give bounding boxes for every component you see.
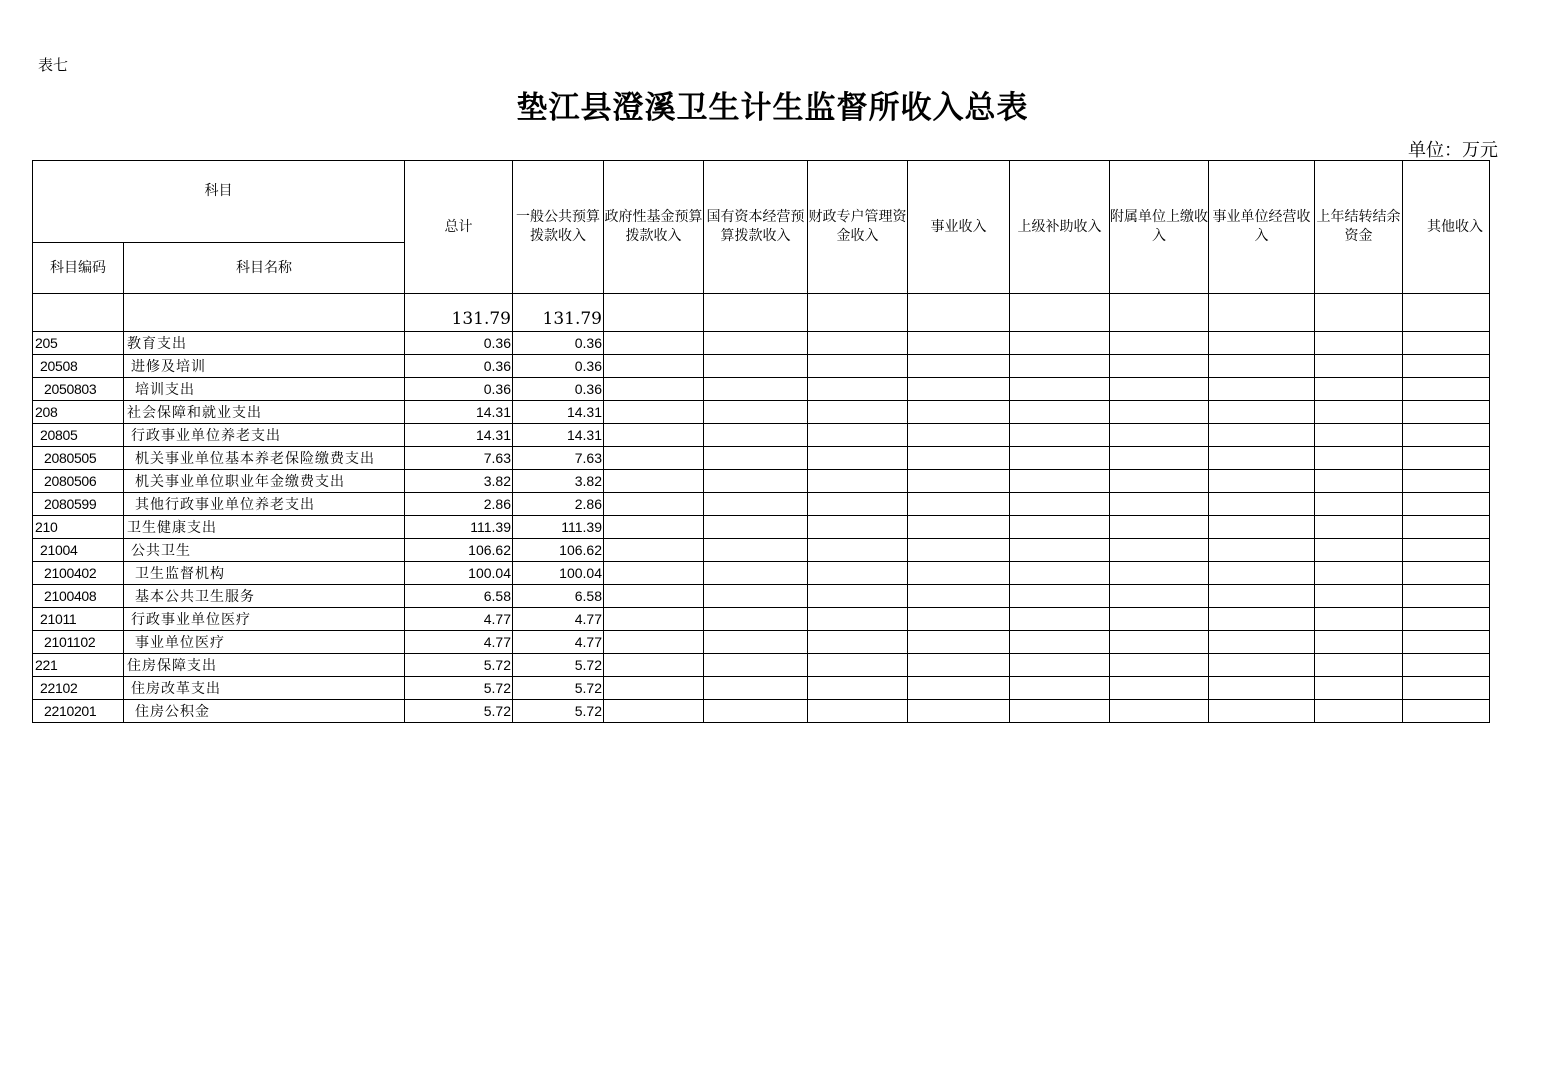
empty-cell [1403,332,1490,355]
empty-cell [1209,424,1315,447]
empty-cell [1110,700,1209,723]
empty-cell [1010,470,1110,493]
empty-cell [1403,654,1490,677]
empty-cell [808,677,908,700]
general-budget-cell: 7.63 [513,447,604,470]
empty-cell [1209,447,1315,470]
total-cell: 14.31 [405,401,513,424]
empty-cell [1209,516,1315,539]
empty-cell [1010,700,1110,723]
total-cell: 111.39 [405,516,513,539]
empty-cell [1315,654,1403,677]
total-cell: 5.72 [405,654,513,677]
empty-cell [1010,539,1110,562]
empty-cell [908,654,1010,677]
empty-cell [1010,654,1110,677]
table-row [33,539,1490,562]
subject-code-cell: 22102 [33,677,124,700]
empty-cell [704,355,808,378]
general-budget-cell: 2.86 [513,493,604,516]
subject-name-cell: 行政事业单位养老支出 [124,424,405,447]
empty-cell [1110,401,1209,424]
subject-code-cell: 21004 [33,539,124,562]
subject-name-cell: 其他行政事业单位养老支出 [124,493,405,516]
subject-name-cell: 卫生健康支出 [124,516,405,539]
header-carryover: 上年结转结余资金 [1315,161,1403,294]
empty-cell [1010,608,1110,631]
general-budget-cell: 6.58 [513,585,604,608]
empty-cell [1209,562,1315,585]
empty-cell [1403,585,1490,608]
header-subject: 科目 [33,161,405,243]
empty-cell [1209,294,1315,332]
subject-name-cell: 事业单位医疗 [124,631,405,654]
empty-cell [1403,562,1490,585]
empty-cell [1315,562,1403,585]
empty-cell [1209,585,1315,608]
empty-cell [1010,585,1110,608]
table-row [33,332,1490,355]
empty-cell [1315,470,1403,493]
general-budget-cell: 0.36 [513,355,604,378]
empty-cell [908,631,1010,654]
total-cell: 0.36 [405,355,513,378]
empty-cell [704,294,808,332]
empty-cell [1010,355,1110,378]
subject-code-cell: 21011 [33,608,124,631]
empty-cell [604,493,704,516]
empty-cell [1010,631,1110,654]
empty-cell [1209,677,1315,700]
empty-cell [1209,470,1315,493]
empty-cell [808,631,908,654]
header-gov-fund: 政府性基金预算拨款收入 [604,161,704,294]
empty-cell [704,470,808,493]
empty-cell [1010,447,1110,470]
empty-cell [1110,608,1209,631]
empty-cell [808,700,908,723]
document-title: 垫江县澄溪卫生计生监督所收入总表 [516,90,1029,126]
empty-cell [1209,355,1315,378]
total-name-cell [124,294,405,332]
empty-cell [604,654,704,677]
total-cell: 0.36 [405,332,513,355]
empty-cell [1010,332,1110,355]
empty-cell [808,562,908,585]
empty-cell [908,470,1010,493]
empty-cell [1315,355,1403,378]
header-business-income: 事业收入 [908,161,1010,294]
income-summary-table [32,160,1490,723]
empty-cell [1315,700,1403,723]
subject-name-cell: 住房改革支出 [124,677,405,700]
empty-cell [808,470,908,493]
empty-cell [1110,654,1209,677]
empty-cell [1403,378,1490,401]
total-cell: 4.77 [405,631,513,654]
empty-cell [808,424,908,447]
total-cell: 2.86 [405,493,513,516]
empty-cell [1403,355,1490,378]
empty-cell [604,516,704,539]
subject-name-cell: 机关事业单位职业年金缴费支出 [124,470,405,493]
general-budget-cell: 0.36 [513,378,604,401]
empty-cell [604,539,704,562]
subject-code-cell: 2080599 [33,493,124,516]
subject-code-cell: 2080506 [33,470,124,493]
empty-cell [704,401,808,424]
empty-cell [1209,700,1315,723]
empty-cell [704,424,808,447]
empty-cell [604,447,704,470]
empty-cell [704,493,808,516]
empty-cell [1315,516,1403,539]
general-budget-cell: 100.04 [513,562,604,585]
empty-cell [1315,332,1403,355]
empty-cell [908,539,1010,562]
empty-cell [604,585,704,608]
empty-cell [1010,401,1110,424]
empty-cell [604,355,704,378]
header-row-1 [33,161,1490,243]
general-budget-cell: 106.62 [513,539,604,562]
general-budget-cell: 111.39 [513,516,604,539]
table-row [33,631,1490,654]
general-budget-cell: 5.72 [513,677,604,700]
header-subordinate-payment: 附属单位上缴收入 [1110,161,1209,294]
empty-cell [704,677,808,700]
empty-cell [1315,447,1403,470]
empty-cell [1403,608,1490,631]
subject-code-cell: 20805 [33,424,124,447]
empty-cell [1209,654,1315,677]
empty-cell [908,677,1010,700]
empty-cell [1010,424,1110,447]
empty-cell [704,539,808,562]
empty-cell [1403,677,1490,700]
total-cell: 6.58 [405,585,513,608]
total-cell: 5.72 [405,677,513,700]
empty-cell [1209,401,1315,424]
unit-label-container [1300,136,1498,162]
empty-cell [808,585,908,608]
total-cell: 4.77 [405,608,513,631]
empty-cell [1110,562,1209,585]
empty-cell [1209,332,1315,355]
subject-name-cell: 机关事业单位基本养老保险缴费支出 [124,447,405,470]
table-row [33,516,1490,539]
empty-cell [908,493,1010,516]
subject-code-cell: 2100408 [33,585,124,608]
empty-cell [908,447,1010,470]
empty-cell [1010,378,1110,401]
subject-name-cell: 公共卫生 [124,539,405,562]
empty-cell [908,516,1010,539]
empty-cell [704,608,808,631]
empty-cell [1315,539,1403,562]
empty-cell [1403,516,1490,539]
general-budget-cell: 5.72 [513,700,604,723]
total-cell: 106.62 [405,539,513,562]
empty-cell [908,332,1010,355]
general-budget-cell: 14.31 [513,401,604,424]
header-total: 总计 [405,161,513,294]
empty-cell [808,355,908,378]
total-row-general-budget: 131.79 [513,294,604,332]
subject-name-cell: 行政事业单位医疗 [124,608,405,631]
empty-cell [908,424,1010,447]
empty-cell [1010,294,1110,332]
empty-cell [604,562,704,585]
empty-cell [1110,493,1209,516]
total-cell: 7.63 [405,447,513,470]
empty-cell [1315,378,1403,401]
empty-cell [704,700,808,723]
empty-cell [808,447,908,470]
empty-cell [1110,677,1209,700]
empty-cell [604,631,704,654]
subject-code-cell: 2101102 [33,631,124,654]
empty-cell [604,401,704,424]
empty-cell [1315,424,1403,447]
subject-code-cell: 2050803 [33,378,124,401]
empty-cell [1403,470,1490,493]
empty-cell [1209,631,1315,654]
table-row [33,447,1490,470]
empty-cell [1110,516,1209,539]
empty-cell [1010,516,1110,539]
empty-cell [908,608,1010,631]
total-cell: 0.36 [405,378,513,401]
table-row [33,355,1490,378]
empty-cell [1010,677,1110,700]
empty-cell [1110,378,1209,401]
empty-cell [1209,493,1315,516]
empty-cell [1403,493,1490,516]
table-row [33,424,1490,447]
subject-name-cell: 卫生监督机构 [124,562,405,585]
subject-code-cell: 2080505 [33,447,124,470]
empty-cell [1315,677,1403,700]
subject-name-cell: 社会保障和就业支出 [124,401,405,424]
header-general-budget: 一般公共预算拨款收入 [513,161,604,294]
empty-cell [604,378,704,401]
empty-cell [808,332,908,355]
general-budget-cell: 0.36 [513,332,604,355]
empty-cell [908,378,1010,401]
empty-cell [704,631,808,654]
subject-code-cell: 2100402 [33,562,124,585]
table-row [33,378,1490,401]
subject-name-cell: 培训支出 [124,378,405,401]
empty-cell [704,332,808,355]
empty-cell [908,585,1010,608]
empty-cell [1110,294,1209,332]
empty-cell [1315,294,1403,332]
table-row [33,470,1490,493]
empty-cell [1110,585,1209,608]
empty-cell [1209,539,1315,562]
empty-cell [1403,700,1490,723]
subject-code-cell: 2210201 [33,700,124,723]
subject-code-cell: 221 [33,654,124,677]
total-code-cell [33,294,124,332]
header-special-account: 财政专户管理资金收入 [808,161,908,294]
empty-cell [808,654,908,677]
header-subject-name: 科目名称 [124,243,405,294]
subject-name-cell: 住房公积金 [124,700,405,723]
empty-cell [1110,539,1209,562]
subject-code-cell: 205 [33,332,124,355]
general-budget-cell: 4.77 [513,631,604,654]
empty-cell [908,355,1010,378]
empty-cell [1315,631,1403,654]
empty-cell [604,677,704,700]
total-cell: 14.31 [405,424,513,447]
subject-name-cell: 基本公共卫生服务 [124,585,405,608]
total-cell: 100.04 [405,562,513,585]
table-row [33,493,1490,516]
total-cell: 5.72 [405,700,513,723]
header-other-income: 其他收入 [1403,161,1490,294]
empty-cell [604,700,704,723]
empty-cell [1403,631,1490,654]
header-subject-code: 科目编码 [33,243,124,294]
general-budget-cell: 5.72 [513,654,604,677]
empty-cell [1209,608,1315,631]
subject-code-cell: 210 [33,516,124,539]
empty-cell [1110,447,1209,470]
total-row-total: 131.79 [405,294,513,332]
empty-cell [808,378,908,401]
header-state-capital: 国有资本经营预算拨款收入 [704,161,808,294]
total-cell: 3.82 [405,470,513,493]
table-row [33,654,1490,677]
empty-cell [704,654,808,677]
empty-cell [1110,355,1209,378]
general-budget-cell: 4.77 [513,608,604,631]
unit-label: 单位：万元 [1408,140,1498,161]
empty-cell [1315,608,1403,631]
subject-name-cell: 进修及培训 [124,355,405,378]
empty-cell [604,332,704,355]
empty-cell [808,493,908,516]
table-row [33,562,1490,585]
empty-cell [704,447,808,470]
empty-cell [704,516,808,539]
empty-cell [1110,424,1209,447]
empty-cell [808,401,908,424]
empty-cell [1315,493,1403,516]
empty-cell [808,608,908,631]
empty-cell [1110,470,1209,493]
general-budget-cell: 3.82 [513,470,604,493]
empty-cell [604,608,704,631]
header-superior-subsidy: 上级补助收入 [1010,161,1110,294]
empty-cell [908,562,1010,585]
empty-cell [1403,294,1490,332]
empty-cell [1403,539,1490,562]
empty-cell [1315,585,1403,608]
empty-cell [704,378,808,401]
empty-cell [704,585,808,608]
empty-cell [808,539,908,562]
table-row [33,585,1490,608]
empty-cell [604,424,704,447]
table-number: 表七 [38,56,69,74]
table-row [33,677,1490,700]
empty-cell [908,294,1010,332]
empty-cell [1403,447,1490,470]
income-table-container [32,160,1488,723]
empty-cell [704,562,808,585]
subject-name-cell: 教育支出 [124,332,405,355]
empty-cell [1315,401,1403,424]
header-operating-income: 事业单位经营收入 [1209,161,1315,294]
empty-cell [1209,378,1315,401]
empty-cell [808,516,908,539]
subject-code-cell: 20508 [33,355,124,378]
subject-name-cell: 住房保障支出 [124,654,405,677]
table-row [33,608,1490,631]
empty-cell [1403,424,1490,447]
empty-cell [908,700,1010,723]
general-budget-cell: 14.31 [513,424,604,447]
empty-cell [604,470,704,493]
empty-cell [1110,332,1209,355]
empty-cell [604,294,704,332]
empty-cell [1110,631,1209,654]
empty-cell [908,401,1010,424]
empty-cell [1010,562,1110,585]
table-row [33,700,1490,723]
empty-cell [1403,401,1490,424]
table-row [33,401,1490,424]
total-row [33,294,1490,332]
empty-cell [1010,493,1110,516]
empty-cell [808,294,908,332]
subject-code-cell: 208 [33,401,124,424]
